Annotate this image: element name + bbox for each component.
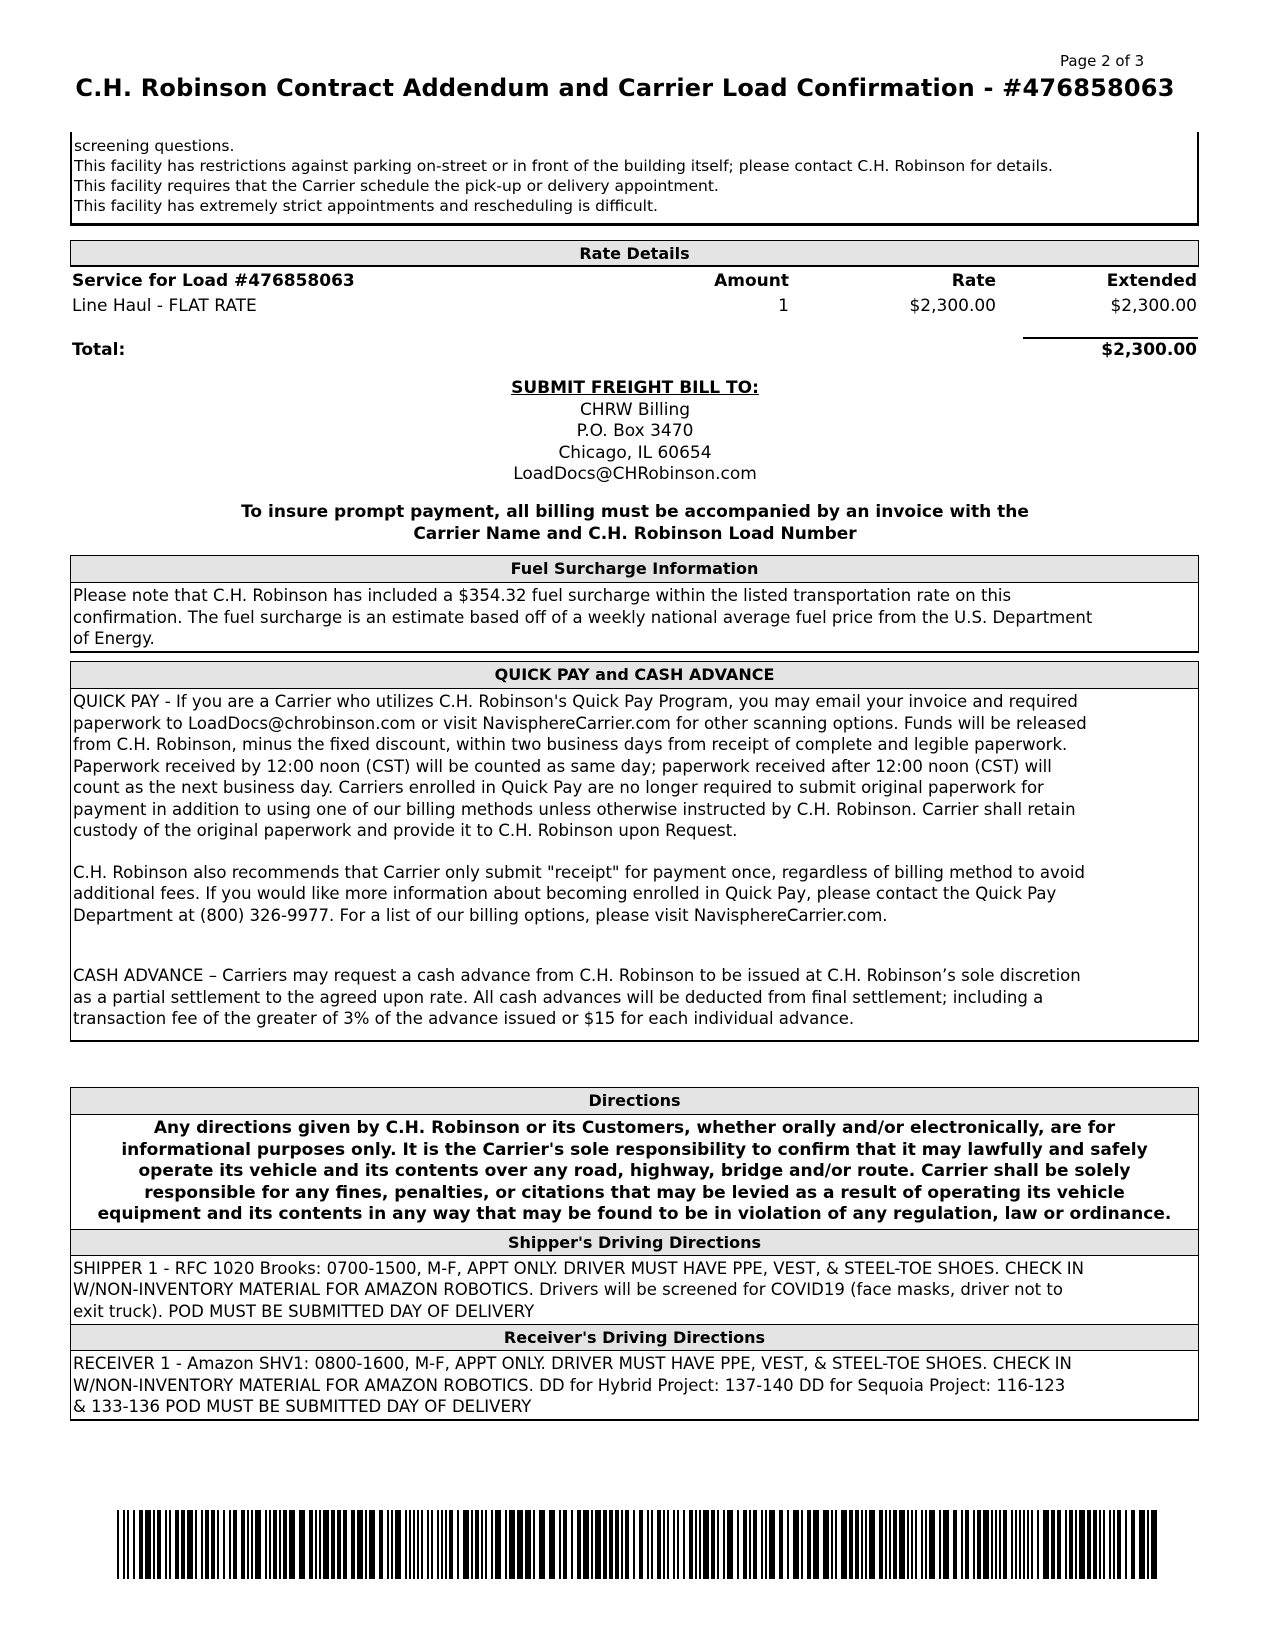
billing-note [0, 502, 1270, 545]
text-line: count as the next business day. Carriers enrolled in Quick Pay are no longer required to submit original paperwork for [73, 778, 1044, 797]
table-row [70, 294, 1199, 319]
fuel-surcharge-box [70, 555, 1199, 653]
total-divider [1023, 337, 1198, 339]
text-line: paperwork to LoadDocs@chrobinson.com or visit NavisphereCarrier.com for other scanning options. Funds will be released [73, 713, 1087, 733]
cell-service: Line Haul - FLAT RATE [72, 296, 257, 316]
page-number: Page 2 of 3 [1060, 52, 1145, 70]
cell-amount: 1 [778, 296, 789, 316]
text-line: from C.H. Robinson, minus the fixed discount, within two business days from receipt of complete and legible paperwork. [73, 735, 1068, 754]
text-line: payment in addition to using one of our billing methods unless otherwise instructed by C.H. Robinson. Carrier shall retain [73, 799, 1076, 819]
receiver-directions-heading: Receiver's Driving Directions [71, 1324, 1198, 1351]
text-line: Paperwork received by 12:00 noon (CST) will be counted as same day; paperwork received after 12:00 noon (CST) will [73, 756, 1052, 776]
billing-email: LoadDocs@CHRobinson.com [513, 464, 757, 484]
text-line: responsible for any fines, penalties, or citations that may be levied as a result of operating its vehicle [144, 1182, 1125, 1203]
text-line: RECEIVER 1 - Amazon SHV1: 0800-1600, M-F, APPT ONLY. DRIVER MUST HAVE PPE, VEST, & STEEL-TOE SHOES. CHECK IN [73, 1354, 1072, 1373]
billing-note-line: Carrier Name and C.H. Robinson Load Number [413, 523, 857, 544]
billing-heading: SUBMIT FREIGHT BILL TO: [511, 378, 759, 398]
document-title: C.H. Robinson Contract Addendum and Carrier Load Confirmation - #476858063 [75, 74, 1175, 102]
billing-note-line: To insure prompt payment, all billing must be accompanied by an invoice with the [241, 502, 1029, 522]
fuel-surcharge-heading: Fuel Surcharge Information [71, 556, 1198, 583]
text-line: of Energy. [73, 629, 155, 648]
text-line: custody of the original paperwork and provide it to C.H. Robinson upon Request. [73, 821, 738, 840]
text-line: transaction fee of the greater of 3% of the advance issued or $15 for each individual advance. [73, 1009, 855, 1028]
fuel-surcharge-text [71, 583, 1198, 652]
text-line: QUICK PAY - If you are a Carrier who utilizes C.H. Robinson's Quick Pay Program, you may email your invoice and required [73, 692, 1078, 711]
text-line: Department at (800) 326-9977. For a list of our billing options, please visit NavisphereCarrier.com. [73, 905, 888, 925]
shipper-directions-text [71, 1256, 1198, 1325]
billing-line: P.O. Box 3470 [576, 421, 694, 441]
total-row [70, 340, 1199, 366]
cell-extended: $2,300.00 [1110, 296, 1197, 316]
billing-line: CHRW Billing [579, 399, 691, 420]
cell-rate: $2,300.00 [909, 296, 996, 316]
text-line: Any directions given by C.H. Robinson or its Customers, whether orally and/or electronically, are for [153, 1118, 1116, 1138]
text-line: CASH ADVANCE – Carriers may request a cash advance from C.H. Robinson to be issued at C.H. Robinson’s sole discretion [73, 966, 1081, 985]
facility-note: This facility has extremely strict appointments and rescheduling is difficult. [74, 197, 658, 215]
directions-heading: Directions [71, 1088, 1198, 1115]
text-line: & 133-136 POD MUST BE SUBMITTED DAY OF DELIVERY [73, 1397, 532, 1416]
shipper-directions-heading: Shipper's Driving Directions [71, 1229, 1198, 1256]
text-line: informational purposes only. It is the Carrier's sole responsibility to confirm that it may lawfully and safely [121, 1139, 1148, 1160]
column-header-extended: Extended [1106, 271, 1197, 291]
billing-line: Chicago, IL 60654 [558, 442, 712, 463]
receiver-directions-text [71, 1351, 1198, 1420]
facility-note: This facility has restrictions against parking on-street or in front of the building itself; please contact C.H. Robinson for details. [74, 157, 1053, 175]
quick-pay-box [70, 661, 1199, 1042]
text-line: exit truck). POD MUST BE SUBMITTED DAY OF DELIVERY [73, 1301, 535, 1321]
facility-note: This facility requires that the Carrier schedule the pick-up or delivery appointment. [74, 177, 719, 195]
rate-details-heading: Rate Details [70, 240, 1199, 267]
billing-address-block [0, 378, 1270, 486]
column-header-amount: Amount [714, 271, 789, 291]
quick-pay-heading: QUICK PAY and CASH ADVANCE [71, 662, 1198, 689]
text-line: W/NON-INVENTORY MATERIAL FOR AMAZON ROBOTICS. DD for Hybrid Project: 137-140 DD for Sequoia Project: 116-123 [73, 1375, 1066, 1395]
facility-note: screening questions. [74, 137, 235, 155]
text-line: as a partial settlement to the agreed upon rate. All cash advances will be deducted from final settlement; including a [73, 987, 1044, 1007]
column-header-service: Service for Load #476858063 [72, 271, 355, 291]
text-line: equipment and its contents in any way that may be found to be in violation of any regulation, law or ordinance. [97, 1204, 1172, 1224]
quick-pay-text [71, 689, 1198, 1032]
total-label: Total: [72, 340, 126, 360]
facility-notes-box [70, 132, 1199, 226]
text-line: C.H. Robinson also recommends that Carrier only submit "receipt" for payment once, regardless of billing method to avoid [73, 862, 1085, 882]
text-line: Please note that C.H. Robinson has included a $354.32 fuel surcharge within the listed transportation rate on this [73, 586, 1012, 605]
rate-details-section [70, 240, 1199, 319]
text-line: W/NON-INVENTORY MATERIAL FOR AMAZON ROBOTICS. Drivers will be screened for COVID19 (face masks, driver not to [73, 1280, 1063, 1299]
directions-box [70, 1087, 1199, 1421]
text-line: confirmation. The fuel surcharge is an estimate based off of a weekly national average fuel price from the U.S. Department [73, 607, 1093, 627]
rate-table-header [70, 269, 1199, 294]
text-line: additional fees. If you would like more information about becoming enrolled in Quick Pay, please contact the Quick Pay [73, 884, 1057, 903]
text-line: operate its vehicle and its contents over any road, highway, bridge and/or route. Carrier shall be solely [138, 1161, 1131, 1181]
barcode [117, 1510, 1164, 1579]
total-value: $2,300.00 [1101, 340, 1197, 360]
directions-disclaimer [71, 1115, 1198, 1229]
column-header-rate: Rate [951, 271, 996, 291]
text-line: SHIPPER 1 - RFC 1020 Brooks: 0700-1500, M-F, APPT ONLY. DRIVER MUST HAVE PPE, VEST, & STEEL-TOE SHOES. CHECK IN [73, 1258, 1084, 1278]
